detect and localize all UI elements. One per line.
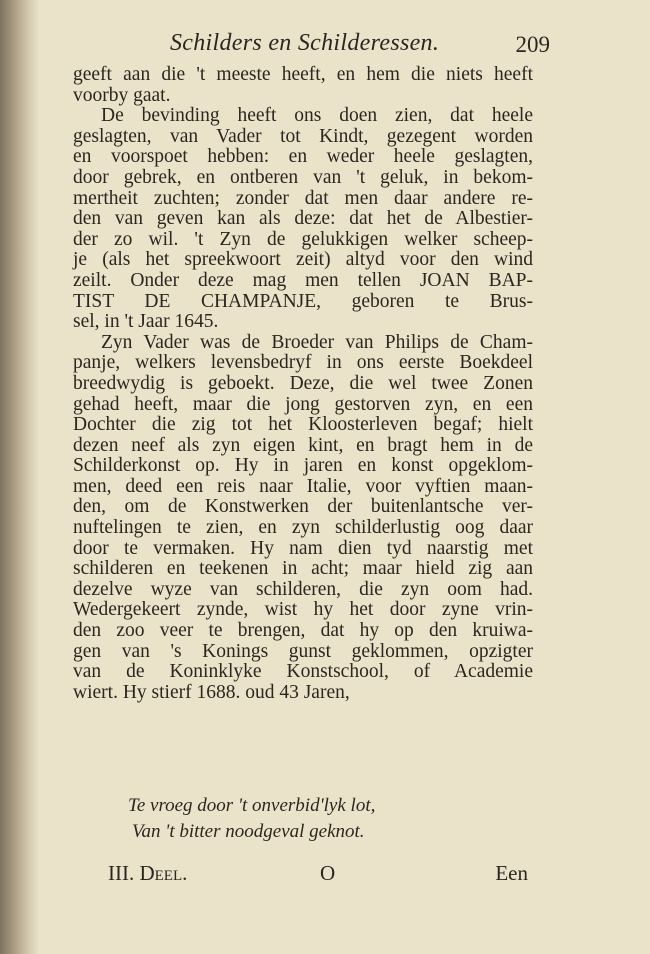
page-footer	[108, 861, 528, 891]
text-line: je (als het spreekwoort zeit) altyd voor den wind	[73, 249, 533, 271]
verse-line: Te vroeg door 't onverbid'lyk lot,	[128, 795, 376, 816]
gathering-mark: O	[320, 861, 336, 885]
text-line: dezelve wyze van schilderen, die zyn oom had.	[73, 578, 533, 600]
text-line: dezen neef als zyn eigen kint, en bragt hem in de	[73, 434, 533, 456]
text-line: den van geven kan als deze: dat het de Albestier-	[73, 208, 533, 230]
text-line: schilderen en teekenen in acht; maar hield zig aan	[73, 558, 533, 580]
text-line: den zoo veer te brengen, dat hy op den kruiwa-	[73, 620, 533, 642]
body-text	[73, 65, 533, 703]
text-line: van de Koninklyke Konstschool, of Academie	[73, 661, 533, 683]
running-title: Schilders en Schilderessen.	[170, 30, 440, 56]
text-line: De bevinding heeft ons doen zien, dat heele	[101, 105, 533, 127]
text-line: der zo wil. 't Zyn de gelukkigen welker scheep-	[73, 228, 533, 250]
text-line: sel, in 't Jaar 1645.	[73, 311, 219, 333]
text-line: en voorspoet hebben: en weder heele geslagten,	[73, 146, 533, 168]
closing-verse	[128, 793, 428, 845]
catchword: Een	[495, 861, 528, 885]
text-line: men, deed een reis naar Italie, voor vyftien maan-	[73, 475, 533, 497]
text-line: geeft aan die 't meeste heeft, en hem die niets heeft	[73, 64, 533, 85]
text-line: Wedergekeert zynde, wist hy het door zyne vrin-	[73, 599, 533, 621]
text-line: panje, welkers levensbedryf in ons eerste Boekdeel	[73, 352, 533, 374]
text-line: den, om de Konstwerken der buitenlantsche ver-	[73, 496, 533, 518]
page-number: 209	[515, 32, 550, 57]
text-line: geslagten, van Vader tot Kindt, gezegent worden	[73, 125, 533, 147]
text-line: zeilt. Onder deze mag men tellen JOAN BAP-	[73, 269, 533, 291]
text-line: gen van 's Konings gunst geklommen, opzigter	[73, 640, 533, 662]
text-line: wiert. Hy stierf 1688. oud 43 Jaren,	[73, 681, 350, 703]
text-line: door te vermaken. Hy nam dien tyd naarstig met	[73, 537, 533, 559]
text-line: Zyn Vader was de Broeder van Philips de Cham-	[101, 331, 533, 353]
book-gutter-shadow	[0, 0, 38, 954]
text-line: breedwydig is geboekt. Deze, die wel twee Zonen	[73, 372, 533, 394]
text-line: nuftelingen te zien, en zyn schilderlustig oog daar	[73, 517, 533, 539]
verse-line: Van 't bitter noodgeval geknot.	[132, 821, 365, 842]
text-line: voorby gaat.	[73, 84, 171, 106]
text-line: Dochter die zig tot het Kloosterleven begaf; hielt	[73, 414, 533, 436]
text-line: gehad heeft, maar die jong gestorven zyn, en een	[73, 393, 533, 415]
text-line: door gebrek, en ontberen van 't geluk, in bekom-	[73, 166, 533, 188]
text-line: mertheit zuchten; zonder dat men daar andere re-	[73, 187, 533, 209]
volume-signature: III. Deel.	[108, 861, 188, 885]
text-line: Schilderkonst op. Hy in jaren en konst opgeklom-	[73, 455, 533, 477]
page-header	[130, 30, 550, 62]
text-line: TIST DE CHAMPANJE, geboren te Brus-	[73, 290, 533, 312]
